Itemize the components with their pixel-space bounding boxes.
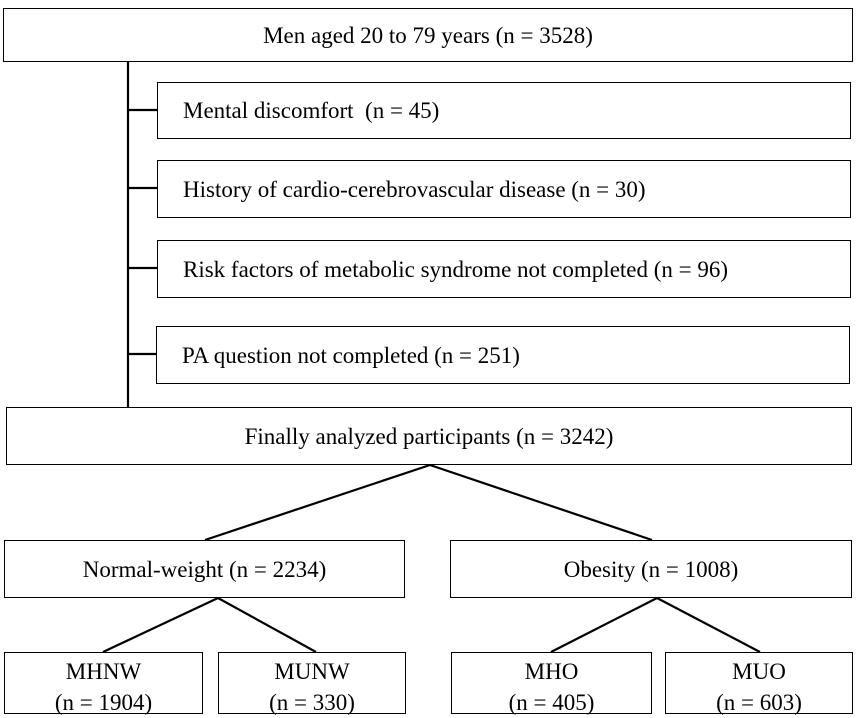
exclusion-box-pa	[156, 326, 850, 384]
exclusion-box-cardio	[157, 160, 851, 218]
exclusion-label: Mental discomfort (n = 45)	[183, 98, 440, 123]
mho-name: MHO	[524, 659, 579, 684]
exclusion-label: Risk factors of metabolic syndrome not completed (n = 96)	[183, 256, 729, 282]
mho-count: (n = 405)	[508, 690, 595, 716]
muo-name: MUO	[732, 659, 786, 684]
analyzed-box	[6, 407, 852, 465]
munw-box	[218, 652, 406, 714]
obesity-box	[450, 540, 852, 598]
total-men-label: Men aged 20 to 79 years (n = 3528)	[263, 22, 593, 48]
mhnw-name: MHNW	[65, 659, 142, 684]
split-line-mho	[551, 598, 657, 652]
munw-name: MUNW	[274, 659, 350, 684]
munw-count: (n = 330)	[269, 690, 355, 716]
obesity-label: Obesity (n = 1008)	[563, 556, 739, 582]
exclusion-label: History of cardio-cerebrovascular disease (n = 30)	[183, 176, 646, 202]
total-men-box	[3, 8, 853, 62]
split-line-muo	[657, 598, 760, 652]
muo-count: (n = 603)	[716, 690, 802, 716]
muo-box	[665, 652, 853, 714]
normal-weight-label: Normal-weight (n = 2234)	[82, 556, 327, 582]
exclusion-box-metabolic	[157, 240, 851, 298]
normal-weight-box	[4, 540, 405, 598]
exclusion-label: PA question not completed (n = 251)	[182, 342, 520, 368]
mhnw-box	[4, 652, 203, 714]
split-line-mhnw	[103, 598, 218, 652]
mhnw-count: (n = 1904)	[54, 690, 153, 716]
split-line-left	[205, 465, 430, 540]
exclusion-box-mental	[157, 82, 851, 139]
analyzed-label: Finally analyzed participants (n = 3242)	[244, 423, 614, 449]
mho-box	[451, 652, 652, 714]
split-line-munw	[218, 598, 316, 652]
split-line-right	[430, 465, 652, 540]
